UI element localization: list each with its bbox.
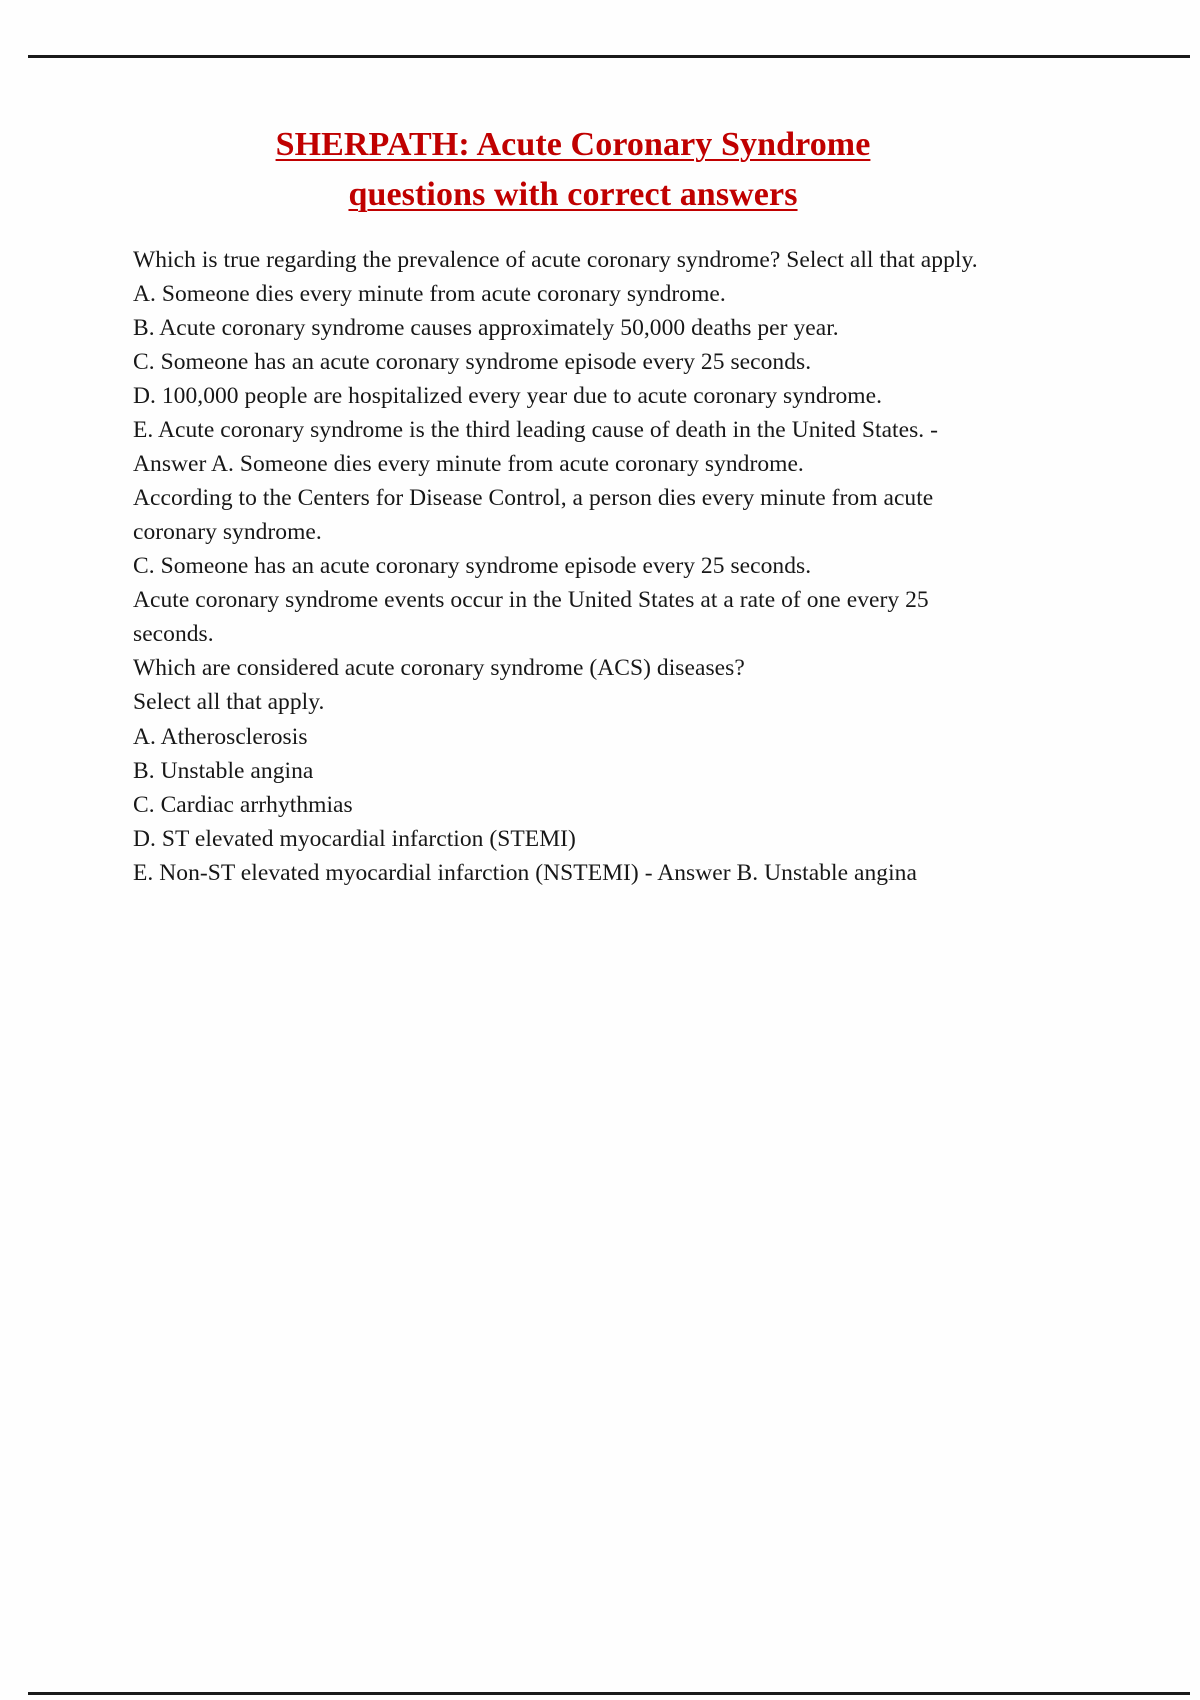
question-1-option-b: B. Acute coronary syndrome causes approximately 50,000 deaths per year. bbox=[133, 314, 839, 341]
document-content bbox=[133, 120, 1013, 890]
question-2-option-a: A. Atherosclerosis bbox=[133, 723, 308, 750]
question-1-rationale-option-c: C. Someone has an acute coronary syndrome episode every 25 seconds. bbox=[133, 553, 812, 580]
question-1-option-d: D. 100,000 people are hospitalized every year due to acute coronary syndrome. bbox=[133, 382, 883, 409]
question-2-option-e-with-answer: E. Non-ST elevated myocardial infarction (NSTEMI) - Answer B. Unstable angina bbox=[133, 859, 917, 886]
question-1-rationale-2: Acute coronary syndrome events occur in the United States at a rate of one every 25 seconds. bbox=[133, 587, 929, 648]
question-1-stem: Which is true regarding the prevalence of acute coronary syndrome? Select all that apply. bbox=[133, 246, 978, 273]
page-title-line-2: questions with correct answers bbox=[348, 176, 798, 214]
question-2-option-c: C. Cardiac arrhythmias bbox=[133, 791, 353, 818]
page-title-line-1: SHERPATH: Acute Coronary Syndrome bbox=[275, 126, 871, 163]
question-2-stem-line-1: Which are considered acute coronary syndrome (ACS) diseases? bbox=[133, 655, 745, 682]
question-2-option-d: D. ST elevated myocardial infarction (STEMI) bbox=[133, 825, 576, 852]
question-2-option-b: B. Unstable angina bbox=[133, 757, 314, 784]
footer-rule bbox=[28, 1692, 1190, 1695]
question-1-rationale-1: According to the Centers for Disease Control, a person dies every minute from acute coronary syndrome. bbox=[133, 485, 934, 546]
page-title bbox=[133, 120, 1013, 221]
question-2-stem-line-2: Select all that apply. bbox=[133, 689, 325, 716]
question-1-option-c: C. Someone has an acute coronary syndrome episode every 25 seconds. bbox=[133, 348, 812, 375]
question-1-option-a: A. Someone dies every minute from acute coronary syndrome. bbox=[133, 280, 726, 307]
question-1-option-e-with-answer: E. Acute coronary syndrome is the third leading cause of death in the United States. - Answer A. Someone dies every minute from acute coronary syndrome. bbox=[133, 416, 939, 477]
header-rule bbox=[28, 55, 1190, 58]
